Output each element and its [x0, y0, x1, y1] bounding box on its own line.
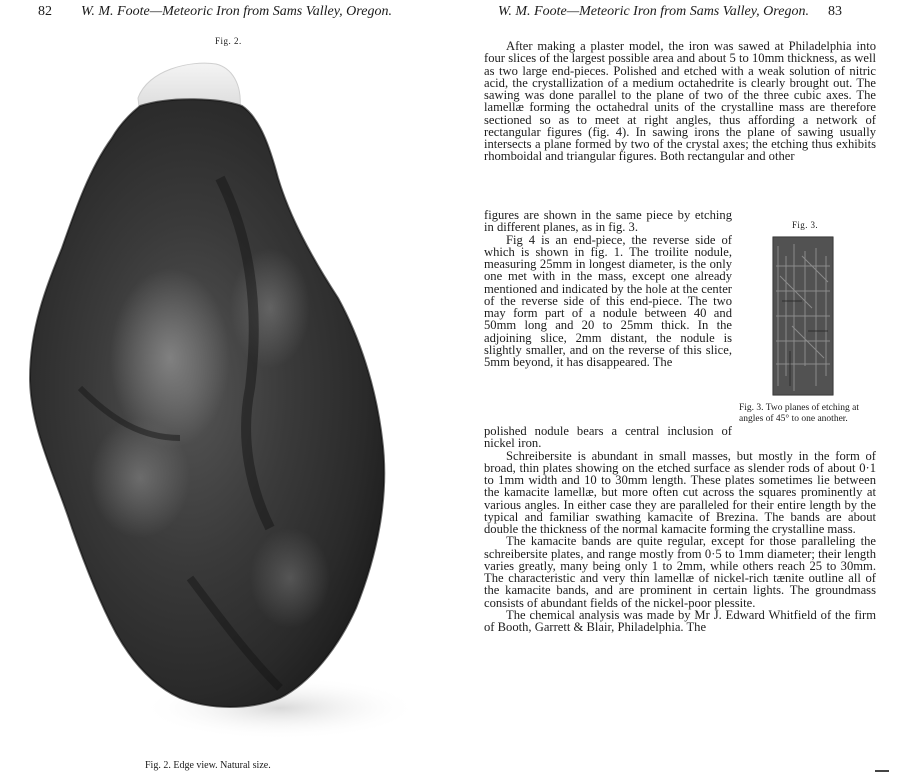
- right-page-number: 83: [827, 4, 842, 19]
- paragraph-4-text: The kamacite bands are quite regular, except for those paralleling the schreibersite plates, and range mostly from 0·5 to 1mm diameter; their length varies greatly, many being only 1 to 2mm, while others reach 25 to 30mm. The characteristic and very thin lamellæ of nickel-rich tænite outline all of the kamacite bands, and are prominent in certain lights. The groundmass consists of abundant fields of the nickel-poor plessite.: [484, 534, 876, 610]
- paragraph-3-text: Schreibersite is abundant in small masses, but mostly in the form of broad, thin plates showing on the etched surface as slender rods of about 0·1 to 1mm width and 10 to 30mm length. These plates sometimes lie between the kamacite lamellæ, but more often cut across the squares prominently at various angles. In either case they are paralleled for their entire length by the typical and familiar swathing kamacite of Brezina. The bands are about double the thickness of the normal kamacite forming the crystalline mass.: [484, 448, 876, 536]
- paragraph-5-text: The chemical analysis was made by Mr J. Edward Whitfield of the firm of Booth, Garrett & Blair, Philadelphia. The: [484, 607, 876, 634]
- left-running-title: W. M. Foote—Meteoric Iron from Sams Valley, Oregon.: [81, 4, 392, 19]
- figure-2-caption: Fig. 2. Edge view. Natural size.: [145, 760, 271, 771]
- left-running-head: [38, 4, 392, 20]
- figure-3-label: Fig. 3.: [792, 220, 819, 230]
- paragraph-1-text: After making a plaster model, the iron was sawed at Philadelphia into four slices of the largest possible area and about 5 to 10mm thickness, as well as two large end-pieces. Polished and etched with a weak solution of nitric acid, the crystallization of a medium octahedrite is clearly brought out. The sawing was done parallel to the plane of two of the three cubic axes. The lamellæ forming the octahedral units of the crystalline mass are therefore sectioned so as to meet at right angles, thus affording a network of rectangular figures (fig. 4). In sawing irons the plane of sawing usually intersects a plane formed by two of the crystal axes; the etching thus exhibits rhomboidal and triangular figures. Both rectangular and other: [484, 39, 876, 164]
- figure-3-caption: Fig. 3. Two planes of etching at angles of 45° to one another.: [739, 403, 860, 424]
- etched-slice-photo: [772, 236, 834, 396]
- paragraph-3-block: [484, 425, 876, 633]
- right-running-head: [498, 4, 842, 20]
- paragraph-2-text: Fig 4 is an end-piece, the reverse side of which is shown in fig. 1. The troilite nodule, measuring 25mm in longest diameter, is the only one met with in the mass, except one already mentioned and indicated by the hole at the center of the reverse side of this end-piece. The two may form part of a nodule between 40 and 50mm long and 20 to 25mm thick. In the adjoining slice, 2mm distant, the nodule is slightly smaller, and on the reverse of this slice, 5mm beyond, it has disappeared. The: [484, 232, 732, 369]
- page-corner-mark: [875, 770, 889, 772]
- paragraph-2-block: [484, 209, 732, 368]
- paragraph-2-continuation: polished nodule bears a central inclusion of nickel iron.: [484, 424, 732, 451]
- left-page-number: 82: [38, 4, 52, 19]
- figure-2-label: Fig. 2.: [215, 36, 242, 46]
- paragraph-1-continuation: figures are shown in the same piece by etching in different planes, as in fig. 3.: [484, 208, 732, 235]
- right-running-title: W. M. Foote—Meteoric Iron from Sams Valley, Oregon.: [498, 4, 809, 19]
- meteorite-photo: [20, 58, 420, 748]
- paragraph-1: [484, 40, 876, 163]
